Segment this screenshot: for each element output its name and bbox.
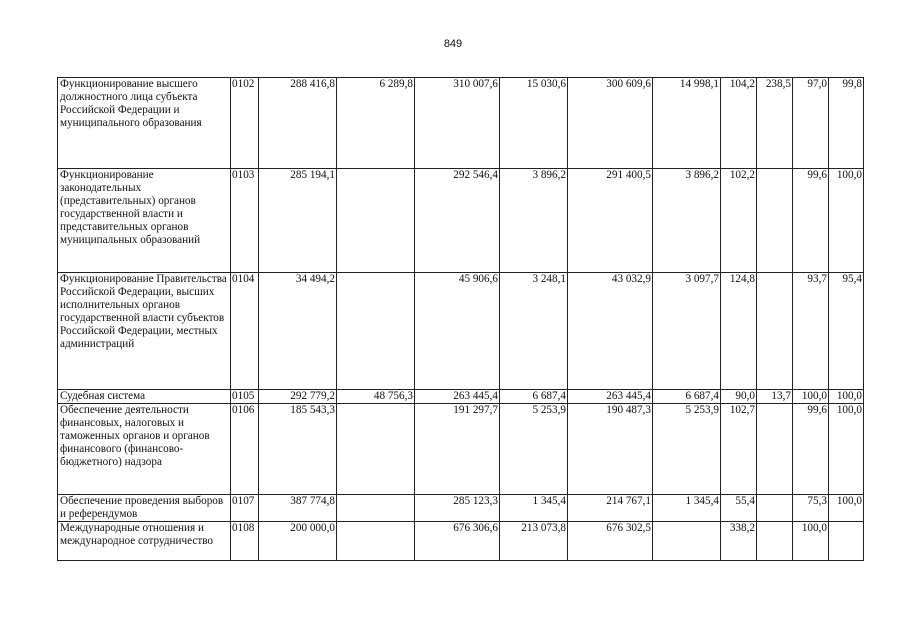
value-cell: 3 896,2: [653, 169, 721, 273]
value-cell: 3 097,7: [653, 273, 721, 390]
row-code-cell: 0108: [231, 521, 259, 560]
value-cell: 3 248,1: [500, 273, 568, 390]
row-name-cell: Судебная система: [58, 390, 231, 404]
table-row: [58, 390, 864, 404]
value-cell: 5 253,9: [500, 403, 568, 494]
value-cell: 263 445,4: [415, 390, 500, 404]
table-row: [58, 78, 864, 169]
value-cell: 13,7: [757, 390, 793, 404]
value-cell: 43 032,9: [568, 273, 653, 390]
value-cell: 48 756,3: [337, 390, 415, 404]
row-code-cell: 0105: [231, 390, 259, 404]
value-cell: 99,6: [793, 169, 829, 273]
row-code-cell: 0106: [231, 403, 259, 494]
value-cell: 45 906,6: [415, 273, 500, 390]
value-cell: [829, 521, 864, 560]
value-cell: 100,0: [793, 390, 829, 404]
value-cell: 285 194,1: [259, 169, 337, 273]
value-cell: 185 543,3: [259, 403, 337, 494]
row-name-cell: Международные отношения и международное сотрудничество: [58, 521, 231, 560]
value-cell: 338,2: [721, 521, 757, 560]
value-cell: 104,2: [721, 78, 757, 169]
value-cell: 100,0: [829, 169, 864, 273]
value-cell: 200 000,0: [259, 521, 337, 560]
value-cell: [337, 494, 415, 521]
value-cell: 95,4: [829, 273, 864, 390]
row-code-cell: 0102: [231, 78, 259, 169]
value-cell: 55,4: [721, 494, 757, 521]
table-row: [58, 521, 864, 560]
value-cell: 100,0: [793, 521, 829, 560]
value-cell: 291 400,5: [568, 169, 653, 273]
table-row: [58, 403, 864, 494]
value-cell: 292 546,4: [415, 169, 500, 273]
value-cell: [337, 273, 415, 390]
value-cell: [757, 521, 793, 560]
row-name-cell: Обеспечение деятельности финансовых, налоговых и таможенных органов и органов финансового (финансово-бюджетного) надзора: [58, 403, 231, 494]
value-cell: 191 297,7: [415, 403, 500, 494]
budget-table: [57, 77, 864, 561]
table-row: [58, 169, 864, 273]
value-cell: [757, 494, 793, 521]
value-cell: [337, 521, 415, 560]
value-cell: [757, 403, 793, 494]
value-cell: 1 345,4: [653, 494, 721, 521]
value-cell: [337, 169, 415, 273]
value-cell: 263 445,4: [568, 390, 653, 404]
value-cell: 300 609,6: [568, 78, 653, 169]
row-name-cell: Функционирование Правительства Российской Федерации, высших исполнительных органов государственной власти субъектов Российской Федерации, местных администраций: [58, 273, 231, 390]
value-cell: 3 896,2: [500, 169, 568, 273]
page-number: 849: [443, 38, 463, 50]
value-cell: 14 998,1: [653, 78, 721, 169]
row-name-cell: Обеспечение проведения выборов и референдумов: [58, 494, 231, 521]
value-cell: 238,5: [757, 78, 793, 169]
value-cell: 102,7: [721, 403, 757, 494]
value-cell: 6 687,4: [500, 390, 568, 404]
value-cell: 676 306,6: [415, 521, 500, 560]
row-name-cell: Функционирование высшего должностного лица субъекта Российской Федерации и муниципального образования: [58, 78, 231, 169]
value-cell: 99,8: [829, 78, 864, 169]
value-cell: [757, 273, 793, 390]
value-cell: 676 302,5: [568, 521, 653, 560]
value-cell: 97,0: [793, 78, 829, 169]
value-cell: 124,8: [721, 273, 757, 390]
row-code-cell: 0104: [231, 273, 259, 390]
table-row: [58, 494, 864, 521]
value-cell: 99,6: [793, 403, 829, 494]
value-cell: 190 487,3: [568, 403, 653, 494]
value-cell: [653, 521, 721, 560]
value-cell: 75,3: [793, 494, 829, 521]
value-cell: 15 030,6: [500, 78, 568, 169]
value-cell: 100,0: [829, 494, 864, 521]
value-cell: [757, 169, 793, 273]
row-name-cell: Функционирование законодательных (представительных) органов государственной власти и представительных органов муниципальных образований: [58, 169, 231, 273]
value-cell: 93,7: [793, 273, 829, 390]
row-code-cell: 0103: [231, 169, 259, 273]
value-cell: 90,0: [721, 390, 757, 404]
value-cell: 100,0: [829, 403, 864, 494]
value-cell: 310 007,6: [415, 78, 500, 169]
value-cell: 6 687,4: [653, 390, 721, 404]
value-cell: 34 494,2: [259, 273, 337, 390]
value-cell: 288 416,8: [259, 78, 337, 169]
value-cell: 214 767,1: [568, 494, 653, 521]
value-cell: 1 345,4: [500, 494, 568, 521]
value-cell: 100,0: [829, 390, 864, 404]
value-cell: 5 253,9: [653, 403, 721, 494]
value-cell: 387 774,8: [259, 494, 337, 521]
value-cell: 102,2: [721, 169, 757, 273]
table-row: [58, 273, 864, 390]
value-cell: [337, 403, 415, 494]
value-cell: 6 289,8: [337, 78, 415, 169]
value-cell: 285 123,3: [415, 494, 500, 521]
row-code-cell: 0107: [231, 494, 259, 521]
value-cell: 292 779,2: [259, 390, 337, 404]
value-cell: 213 073,8: [500, 521, 568, 560]
table-body: [58, 78, 864, 561]
